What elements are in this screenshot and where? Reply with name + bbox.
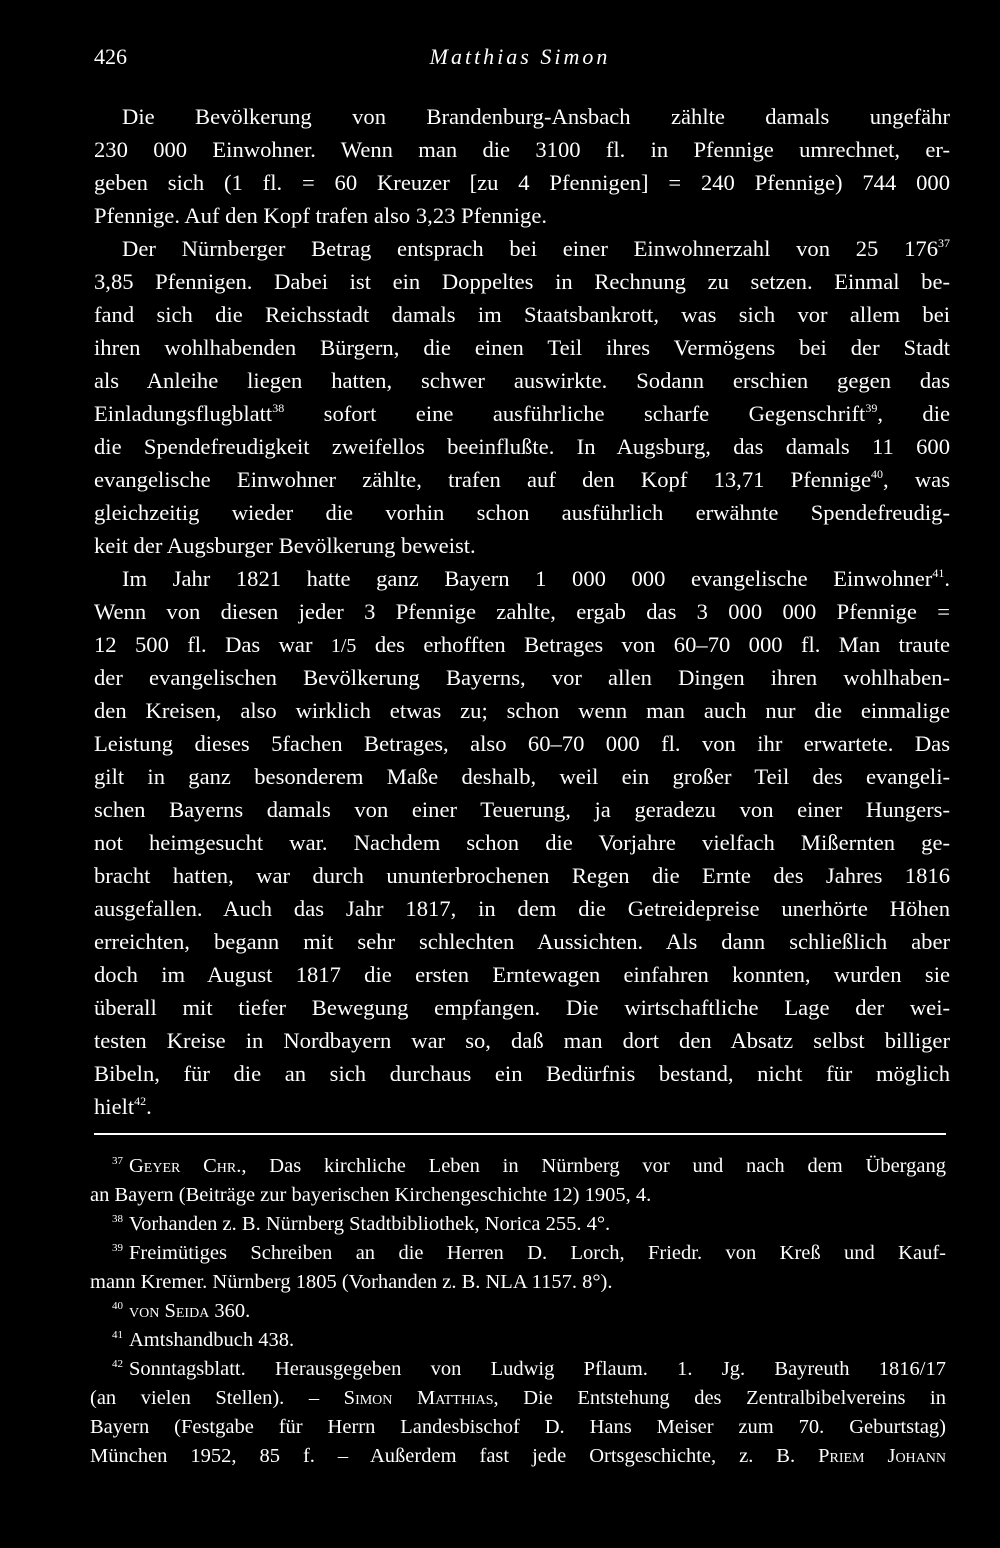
footnote-line: (an vielen Stellen). – Simon Matthias, Die Entstehung des Zentralbibelvereins in: [90, 1387, 946, 1409]
text-line: Wenn von diesen jeder 3 Pfennige zahlte, ergab das 3 000 000 Pfennige =: [94, 599, 950, 624]
author-name: Simon Matthias: [343, 1387, 494, 1409]
footnote-ref[interactable]: 38: [272, 401, 285, 415]
footnote-41: $^{41}$ Amtshandbuch 438.: [112, 1329, 295, 1351]
text-line: gleichzeitig wieder die vorhin schon ausführlich erwähnte Spendefreudig-: [94, 500, 950, 525]
footnote-line: München 1952, 85 f. – Außerdem fast jede Ortsgeschichte, z. B. Priem Johann: [90, 1445, 946, 1467]
text-line: der evangelischen Bevölkerung Bayerns, vor allen Dingen ihren wohlhaben-: [94, 665, 950, 690]
text-line: als Anleihe liegen hatten, schwer auswirkte. Sodann erschien gegen das: [94, 368, 950, 393]
footnote-38: $^{38}$ Vorhanden z. B. Nürnberg Stadtbibliothek, Norica 255. 4°.: [112, 1213, 611, 1235]
footnote-ref[interactable]: 37: [938, 236, 950, 250]
text-line: not heimgesucht war. Nachdem schon die Vorjahre vielfach Mißernten ge-: [94, 830, 950, 855]
footnote-number: 39: [112, 1242, 123, 1254]
text-line: 230 000 Einwohner. Wenn man die 3100 fl. in Pfennige umrechnet, er-: [94, 137, 950, 162]
footnote-line: mann Kremer. Nürnberg 1805 (Vorhanden z. B. NLA 1157. 8°).: [90, 1271, 613, 1293]
author-name: von Seida: [129, 1300, 210, 1322]
text-line: evangelische Einwohner zählte, trafen auf den Kopf 13,71 Pfennige$^{40}$, was: [94, 467, 950, 492]
text-line: bracht hatten, war durch ununterbrochenen Regen die Ernte des Jahres 1816: [94, 863, 950, 888]
footnote-number: 42: [112, 1358, 123, 1370]
text-line: Im Jahr 1821 hatte ganz Bayern 1 000 000 evangelische Einwohner$^{41}$.: [122, 566, 950, 591]
text-line: keit der Augsburger Bevölkerung beweist.: [94, 533, 476, 558]
page-header: [94, 44, 946, 74]
text-line: erreichten, begann mit sehr schlechten Aussichten. Als dann schließlich aber: [94, 929, 950, 954]
text-line: hielt$^{42}$.: [94, 1094, 152, 1119]
footnote-ref[interactable]: 42: [134, 1094, 147, 1108]
text-line: Die Bevölkerung von Brandenburg-Ansbach zählte damals ungefähr: [122, 104, 950, 129]
text-line: geben sich (1 fl. = 60 Kreuzer [zu 4 Pfennigen] = 240 Pfennige) 744 000: [94, 170, 950, 195]
footnote-number: 41: [112, 1329, 123, 1341]
text-line: den Kreisen, also wirklich etwas zu; schon wenn man auch nur die einmalige: [94, 698, 950, 723]
footnote-39: $^{39}$ Freimütiges Schreiben an die Herren D. Lorch, Friedr. von Kreß und Kauf-: [112, 1242, 946, 1264]
footnote-40: $^{40}$ von Seida 360.: [112, 1300, 251, 1322]
text-line: 3,85 Pfennigen. Dabei ist ein Doppeltes in Rechnung zu setzen. Einmal be-: [94, 269, 950, 294]
page-number: 426: [94, 44, 127, 69]
footnote-42: $^{42}$ Sonntagsblatt. Herausgegeben von Ludwig Pflaum. 1. Jg. Bayreuth 1816/17: [112, 1358, 946, 1380]
text-line: Einladungsflugblatt$^{38}$ sofort eine ausführliche scharfe Gegenschrift$^{39}$, die: [94, 401, 950, 426]
text-line: ausgefallen. Auch das Jahr 1817, in dem die Getreidepreise unerhörte Höhen: [94, 896, 950, 921]
footnote-37: $^{37}$ Geyer Chr., Das kirchliche Leben in Nürnberg vor und nach dem Übergang: [112, 1155, 946, 1177]
text-line: ihren wohlhabenden Bürgern, die einen Teil ihres Vermögens bei der Stadt: [94, 335, 950, 360]
footnote-number: 38: [112, 1213, 123, 1225]
text-line: schen Bayerns damals von einer Teuerung, ja geradezu von einer Hungers-: [94, 797, 950, 822]
running-head: Matthias Simon: [429, 44, 611, 69]
footnote-line: Bayern (Festgabe für Herrn Landesbischof D. Hans Meiser zum 70. Geburtstag): [90, 1416, 946, 1438]
text-line: Pfennige. Auf den Kopf trafen also 3,23 Pfennige.: [94, 203, 548, 228]
footnotes: [90, 1152, 946, 1471]
text-line: fand sich die Reichsstadt damals im Staatsbankrott, was sich vor allem bei: [94, 302, 950, 327]
footnote-line: an Bayern (Beiträge zur bayerischen Kirchengeschichte 12) 1905, 4.: [90, 1184, 652, 1206]
text-line: doch im August 1817 die ersten Erntewagen einfahren konnten, wurden sie: [94, 962, 950, 987]
text-line: testen Kreise in Nordbayern war so, daß man dort den Absatz selbst billiger: [94, 1028, 950, 1053]
text-line: Leistung dieses 5fachen Betrages, also 60–70 000 fl. von ihr erwartete. Das: [94, 731, 950, 756]
text-line: gilt in ganz besonderem Maße deshalb, weil ein großer Teil des evangeli-: [94, 764, 950, 789]
footnote-divider: [94, 1133, 946, 1135]
footnote-number: 37: [112, 1155, 123, 1167]
fraction: 1/5: [330, 635, 357, 657]
footnote-ref[interactable]: 39: [865, 401, 878, 415]
body-text: [94, 100, 950, 1123]
footnote-ref[interactable]: 41: [932, 566, 945, 580]
author-name: Priem Johann: [818, 1445, 946, 1467]
author-name: Geyer Chr.: [129, 1155, 242, 1177]
text-line: Bibeln, für die an sich durchaus ein Bedürfnis bestand, nicht für möglich: [94, 1061, 950, 1086]
text-line: überall mit tiefer Bewegung empfangen. Die wirtschaftliche Lage der wei-: [94, 995, 950, 1020]
text-line: Der Nürnberger Betrag entsprach bei einer Einwohnerzahl von 25 $176^{37}$: [122, 236, 950, 261]
text-line: 12 500 fl. Das war 1/5 des erhofften Betrages von 60–70 000 fl. Man traute: [94, 632, 951, 657]
text-line: die Spendefreudigkeit zweifellos beeinflußte. In Augsburg, das damals 11 600: [94, 434, 950, 459]
footnote-ref[interactable]: 40: [870, 467, 883, 481]
footnote-number: 40: [112, 1300, 123, 1312]
